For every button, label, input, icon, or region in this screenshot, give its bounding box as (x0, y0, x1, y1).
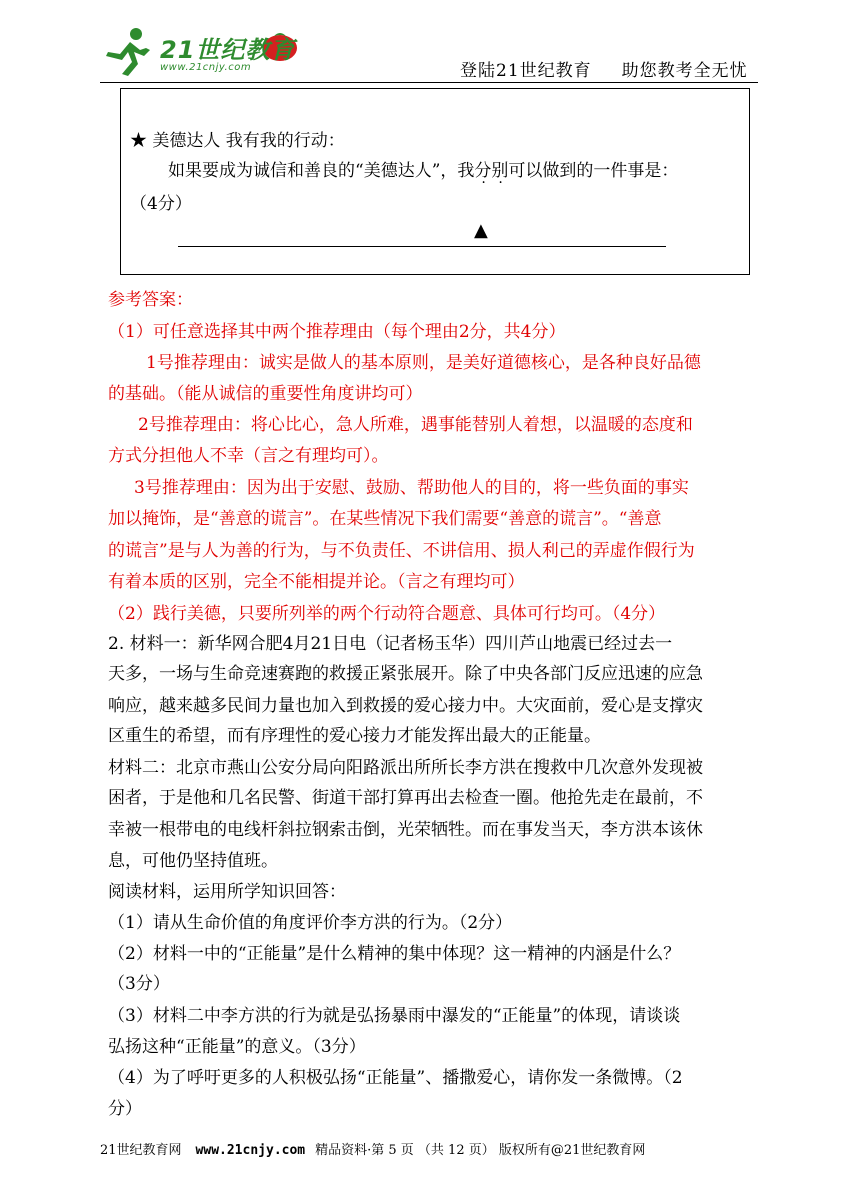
question-line: 弘扬这种“正能量”的意义。（3分） (108, 1037, 366, 1057)
question-line: 天多，一场与生命竞速赛跑的救援正紧张展开。除了中央各部门反应迅速的应急 (108, 664, 703, 684)
question-line: 分） (108, 1099, 142, 1119)
question-line: 幸被一根带电的电线杆斜拉钢索击倒，光荣牺牲。而在事发当天，李方洪本该休 (108, 820, 703, 840)
box-title: ★ 美德达人 我有我的行动： (130, 131, 345, 151)
answer-line: 方式分担他人不幸（言之有理均可）。 (108, 446, 389, 466)
question-line: 2. 材料一：新华网合肥4月21日电（记者杨玉华）四川芦山地震已经过去一 (108, 634, 673, 654)
box-prompt-after: 可以做到的一件事是： (508, 161, 679, 181)
answer-line: 1号推荐理由：诚实是做人的基本原则，是美好道德核心，是各种良好品德 (146, 353, 701, 373)
slogan-right: 助您教考全无忧 (621, 61, 748, 81)
question-line: 区重生的希望，而有序理性的爱心接力才能发挥出最大的正能量。 (108, 726, 601, 746)
answer-line: 的谎言”是与人为善的行为，与不负责任、不讲信用、损人利己的弄虚作假行为 (108, 541, 695, 561)
header-slogan (460, 56, 778, 81)
box-score: （4分） (130, 194, 192, 214)
question-line: （3分） (108, 974, 170, 994)
emphasis-char-1: 分 (474, 161, 492, 181)
answer-line: （2）践行美德，只要所列举的两个行动符合题意、具体可行均可。（4分） (108, 604, 666, 624)
header-rule (100, 82, 758, 83)
slogan-left: 登陆21世纪教育 (460, 61, 592, 81)
box-prompt (168, 156, 678, 181)
answer-line: 的基础。（能从诚信的重要性角度讲均可） (108, 384, 423, 404)
answer-line (178, 246, 666, 247)
box-prompt-before: 如果要成为诚信和善良的“美德达人”，我 (168, 161, 475, 181)
question-line: 材料二：北京市燕山公安分局向阳路派出所所长李方洪在搜救中几次意外发现被 (108, 758, 703, 778)
answer-line: 加以掩饰，是“善意的谎言”。在某些情况下我们需要“善意的谎言”。“善意 (108, 509, 662, 529)
question-line: 阅读材料，运用所学知识回答： (108, 882, 346, 902)
emphasis-char-2: 别 (491, 161, 509, 181)
logo-url: www.21cnjy.com (160, 62, 252, 73)
answer-line: 2号推荐理由：将心比心，急人所难，遇事能替别人着想，以温暖的态度和 (138, 415, 693, 435)
answer-marker-triangle: ▲ (474, 220, 488, 241)
question-line: （3）材料二中李方洪的行为就是弘扬暴雨中瀑发的“正能量”的体现，请谈谈 (108, 1006, 681, 1026)
question-line: （2）材料一中的“正能量”是什么精神的集中体现？这一精神的内涵是什么？ (108, 944, 681, 964)
answer-line: 3号推荐理由：因为出于安慰、鼓励、帮助他人的目的，将一些负面的事实 (134, 478, 689, 498)
question-line: （1）请从生命价值的角度评价李方洪的行为。（2分） (108, 913, 513, 933)
answer-line: （1）可任意选择其中两个推荐理由（每个理由2分，共4分） (108, 322, 566, 342)
question-line: （4）为了呼吁更多的人积极弘扬“正能量”、播撒爱心，请你发一条微博。（2 (108, 1068, 683, 1088)
logo-brand: 21世纪教育 (160, 36, 296, 64)
page-footer (100, 1139, 645, 1158)
answers-heading: 参考答案： (108, 290, 193, 310)
question-line: 困者，于是他和几名民警、街道干部打算再出去检查一圈。他抢先走在最前，不 (108, 788, 703, 808)
runner-logo-icon (100, 24, 160, 80)
question-line: 响应，越来越多民间力量也加入到救援的爱心接力中。大灾面前，爱心是支撑灾 (108, 696, 703, 716)
footer-site: 21世纪教育网 (100, 1143, 182, 1158)
footer-text: 精品资料·第 5 页 （共 12 页） 版权所有@21世纪教育网 (315, 1143, 646, 1158)
question-line: 息，可他仍坚持值班。 (108, 851, 278, 871)
footer-url: www.21cnjy.com (195, 1143, 306, 1158)
answer-line: 有着本质的区别，完全不能相提并论。（言之有理均可） (108, 572, 525, 592)
